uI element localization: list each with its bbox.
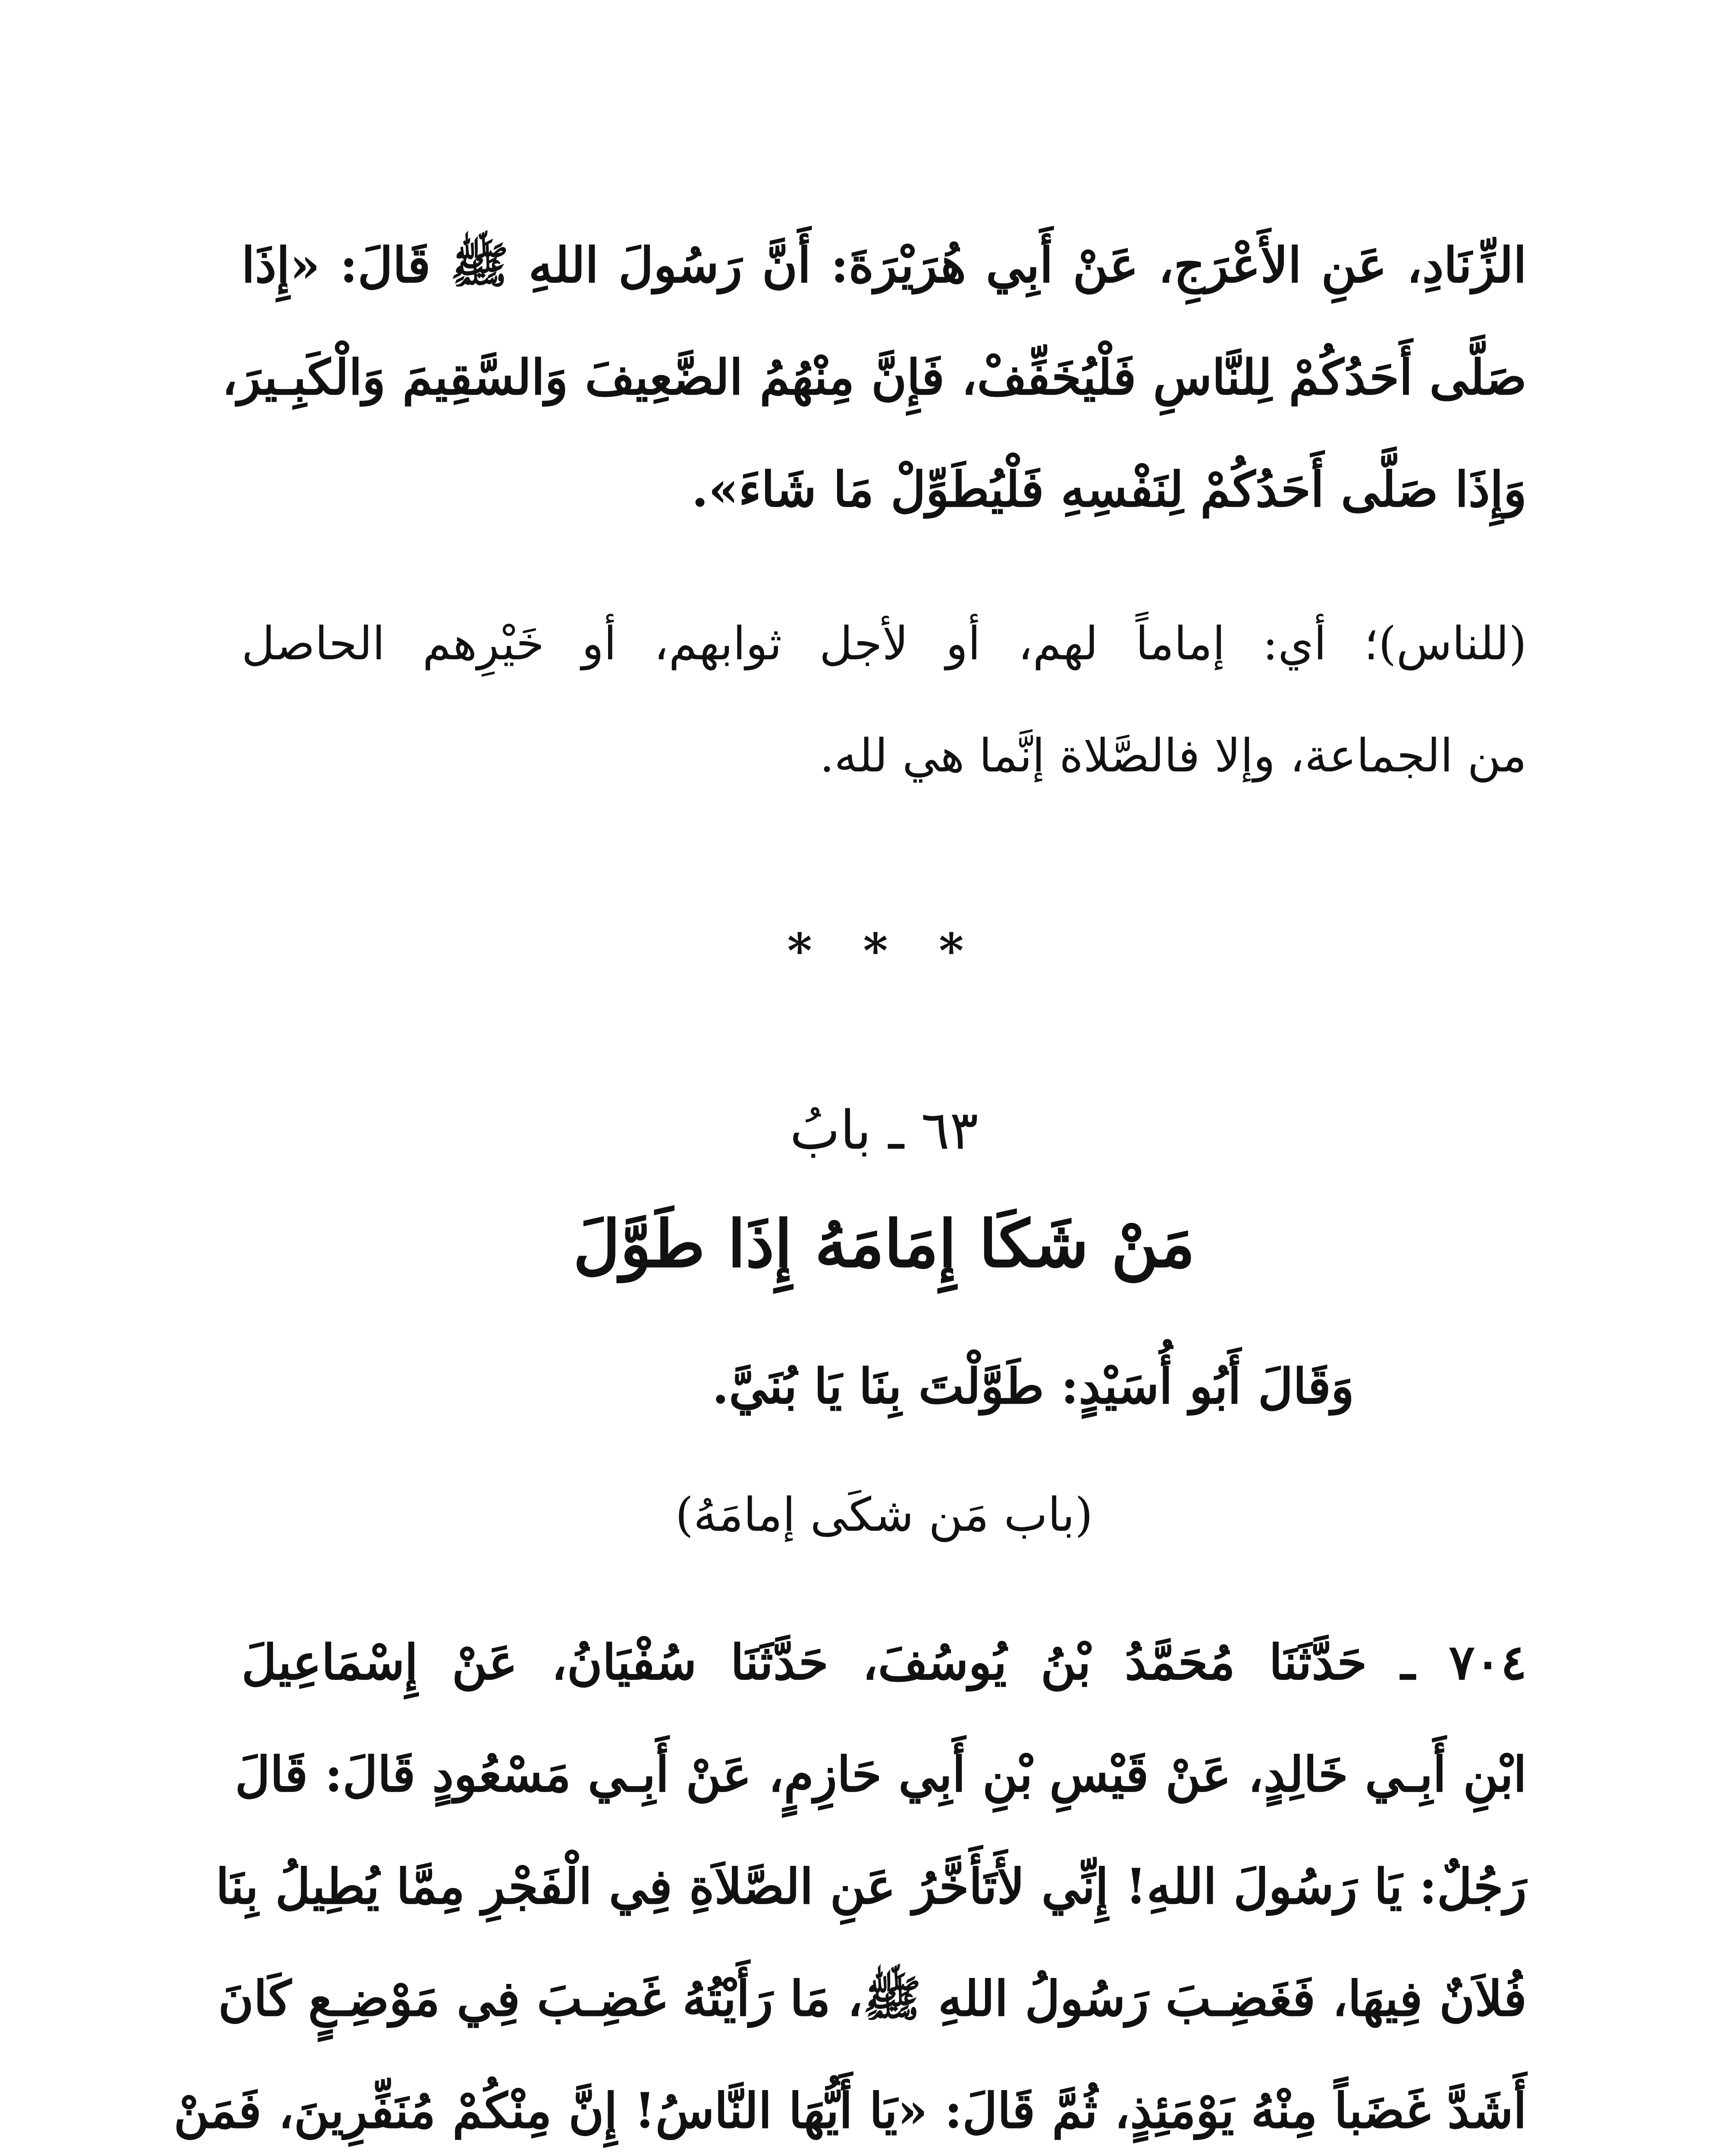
book-page	[173, 0, 1527, 2156]
text-line: ابْنِ أَبِـي خَالِدٍ، عَنْ قَيْسِ بْنِ أَبِي حَازِمٍ، عَنْ أَبِـي مَسْعُودٍ قَالَ: قَالَ	[235, 1746, 1527, 1803]
text-line: فُلاَنٌ فِيهَا، فَغَضِـبَ رَسُولُ اللهِ ﷺ، مَا رَأَيْتُهُ غَضِـبَ فِي مَوْضِـعٍ كَانَ	[218, 1971, 1527, 2027]
text-line: رَجُلٌ: يَا رَسُولَ اللهِ! إِنِّي لأَتَأَخَّرُ عَنِ الصَّلاَةِ فِي الْفَجْرِ مِمَّا يُطِيلُ بِنَا	[216, 1858, 1527, 1915]
chapter-sub-heading: (باب مَن شكَى إمامَهُ)	[675, 1488, 1093, 1542]
chapter-title: مَنْ شَكَا إِمَامَهُ إِذَا طَوَّلَ	[573, 1206, 1195, 1282]
text-line: الزِّنَادِ، عَنِ الأَعْرَجِ، عَنْ أَبِي هُرَيْرَةَ: أَنَّ رَسُولَ اللهِ ﷺ قَالَ: «إِذَا	[242, 237, 1527, 294]
section-separator: * * *	[787, 923, 981, 978]
chapter-quote: وَقَالَ أَبُو أُسَيْدٍ: طَوَّلْتَ بِنَا يَا بُنَيَّ.	[712, 1358, 1354, 1415]
text-line: ٧٠٤ ـ حَدَّثَنَا مُحَمَّدُ بْنُ يُوسُفَ، حَدَّثَنَا سُفْيَانُ، عَنْ إِسْمَاعِيلَ	[242, 1634, 1527, 1691]
text-line: صَلَّى أَحَدُكُمْ لِلنَّاسِ فَلْيُخَفِّفْ، فَإِنَّ مِنْهُمُ الضَّعِيفَ وَالسَّقِيمَ وَالْكَبِـيرَ،	[222, 349, 1527, 406]
text-line: وَإِذَا صَلَّى أَحَدُكُمْ لِنَفْسِهِ فَلْيُطَوِّلْ مَا شَاءَ».	[691, 461, 1527, 518]
text-line: أَشَدَّ غَضَباً مِنْهُ يَوْمَئِذٍ، ثُمَّ قَالَ: «يَا أَيُّهَا النَّاسُ! إِنَّ مِنْكُمْ مُنَفِّرِينَ، فَمَنْ	[173, 2083, 1527, 2139]
commentary-line: (للناس)؛ أي: إماماً لهم، أو لأجل ثوابهم، أو خَيْرِهم الحاصل	[242, 617, 1527, 670]
chapter-number: ٦٣ ـ بابُ	[790, 1100, 979, 1162]
commentary-line: من الجماعة، وإلا فالصَّلاة إنَّما هي لله.	[819, 729, 1527, 782]
